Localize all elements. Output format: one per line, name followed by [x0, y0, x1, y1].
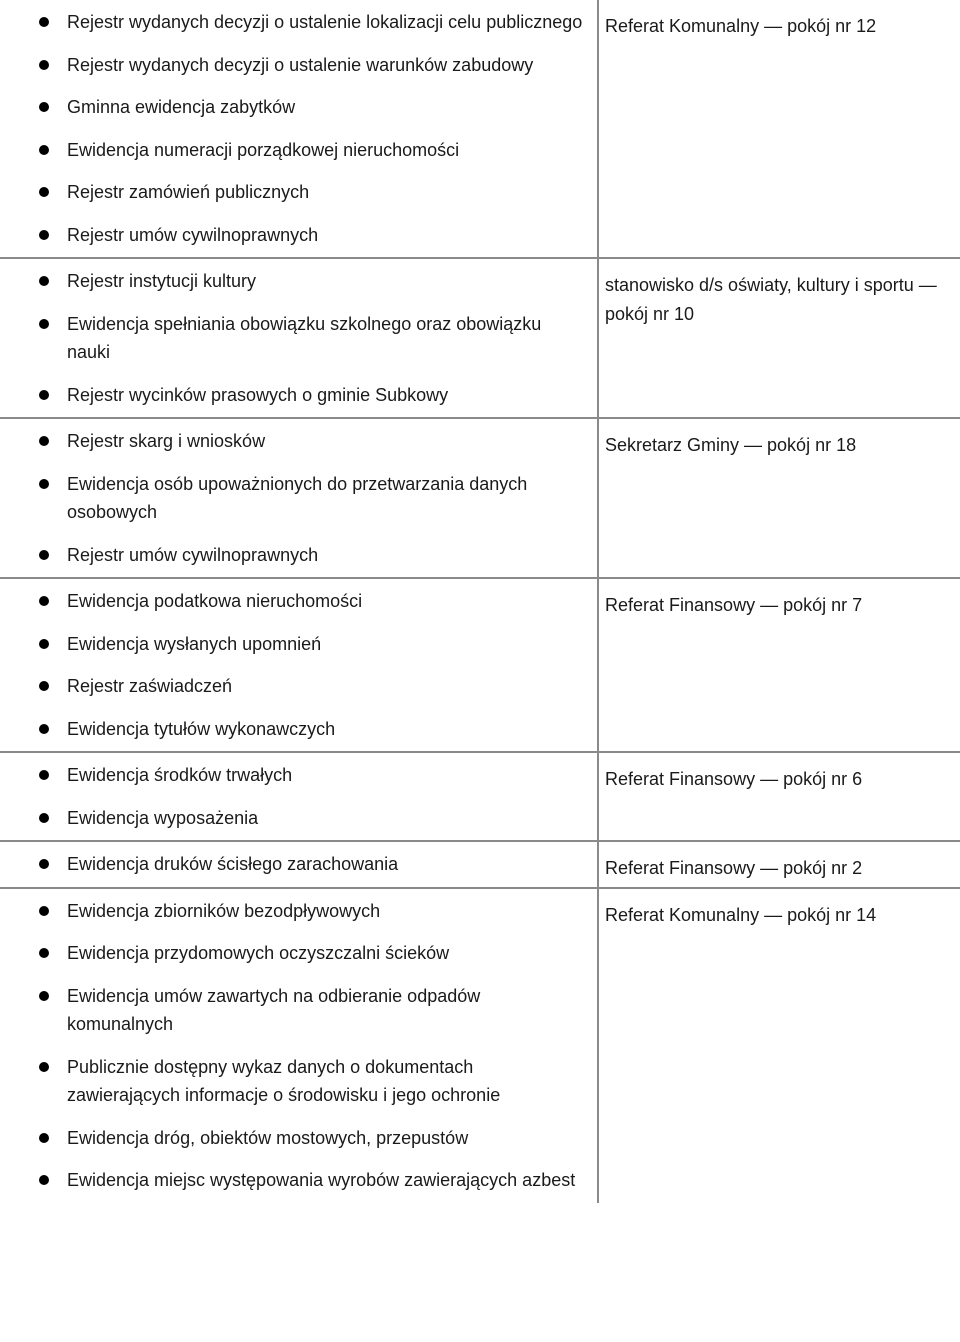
list-item-text: Rejestr zaświadczeń	[67, 676, 233, 696]
list-item	[0, 8, 597, 37]
location-text: Referat Finansowy — pokój nr 7	[605, 595, 863, 615]
list-item	[0, 267, 597, 296]
registry-list-cell	[0, 752, 598, 841]
list-item	[0, 136, 597, 165]
bullet-icon	[39, 479, 49, 489]
bullet-icon	[39, 948, 49, 958]
list-item-text: Ewidencja środków trwałych	[67, 765, 293, 785]
location-text: stanowisko d/s oświaty, kultury i sportu — pokój nr 10	[605, 275, 937, 324]
list-item-text: Ewidencja zbiorników bezodpływowych	[67, 900, 381, 921]
list-item	[0, 51, 597, 80]
list-item-text: Ewidencja wysłanych upomnień	[67, 633, 322, 654]
registry-row	[0, 888, 960, 1203]
list-item	[0, 1053, 597, 1110]
location-cell	[598, 0, 960, 258]
list-item-text: Ewidencja tytułów wykonawczych	[67, 718, 336, 739]
registry-list	[0, 267, 597, 409]
list-item	[0, 897, 597, 926]
registry-row	[0, 418, 960, 578]
bullet-icon	[39, 681, 49, 691]
list-item	[0, 1124, 597, 1153]
list-item-text: Gminna ewidencja zabytków	[67, 97, 296, 117]
bullet-icon	[39, 596, 49, 606]
registry-list	[0, 8, 597, 249]
list-item-text: Ewidencja umów zawartych na odbieranie odpadów komunalnych	[67, 985, 481, 1034]
list-item	[0, 310, 597, 367]
registry-row	[0, 752, 960, 841]
list-item	[0, 1166, 597, 1195]
list-item-text: Ewidencja dróg, obiektów mostowych, przepustów	[67, 1127, 469, 1148]
location-cell	[598, 258, 960, 418]
bullet-icon	[39, 859, 49, 869]
bullet-icon	[39, 17, 49, 27]
bullet-icon	[39, 187, 49, 197]
list-item	[0, 982, 597, 1039]
bullet-icon	[39, 906, 49, 916]
list-item-text: Rejestr wydanych decyzji o ustalenie lokalizacji celu publicznego	[67, 12, 583, 32]
bullet-icon	[39, 390, 49, 400]
bullet-icon	[39, 1062, 49, 1072]
list-item-text: Ewidencja numeracji porządkowej nieruchomości	[67, 139, 460, 160]
list-item	[0, 630, 597, 659]
registry-list-cell	[0, 0, 598, 258]
list-item-text: Rejestr umów cywilnoprawnych	[67, 224, 319, 245]
bullet-icon	[39, 102, 49, 112]
list-item-text: Ewidencja przydomowych oczyszczalni ścieków	[67, 943, 450, 963]
registry-row	[0, 258, 960, 418]
list-item-text: Ewidencja osób upoważnionych do przetwarzania danych osobowych	[67, 473, 528, 522]
list-item-text: Rejestr wydanych decyzji o ustalenie warunków zabudowy	[67, 54, 534, 75]
list-item	[0, 221, 597, 250]
list-item-text: Ewidencja wyposażenia	[67, 807, 259, 828]
list-item	[0, 850, 597, 879]
list-item-text: Ewidencja spełniania obowiązku szkolnego oraz obowiązku nauki	[67, 313, 542, 362]
list-item-text: Rejestr umów cywilnoprawnych	[67, 544, 319, 565]
registry-list	[0, 761, 597, 832]
bullet-icon	[39, 1175, 49, 1185]
registry-row	[0, 0, 960, 258]
registry-list	[0, 850, 597, 879]
bullet-icon	[39, 276, 49, 286]
list-item	[0, 672, 597, 701]
bullet-icon	[39, 60, 49, 70]
registry-list-cell	[0, 258, 598, 418]
location-text: Referat Komunalny — pokój nr 14	[605, 904, 877, 925]
bullet-icon	[39, 319, 49, 329]
bullet-icon	[39, 145, 49, 155]
list-item-text: Rejestr wycinków prasowych o gminie Subkowy	[67, 384, 449, 405]
bullet-icon	[39, 550, 49, 560]
list-item	[0, 381, 597, 410]
list-item-text: Rejestr skarg i wniosków	[67, 431, 266, 451]
bullet-icon	[39, 770, 49, 780]
registry-list	[0, 897, 597, 1195]
registry-list-cell	[0, 841, 598, 888]
list-item	[0, 761, 597, 790]
location-cell	[598, 888, 960, 1203]
list-item	[0, 541, 597, 570]
list-item-text: Rejestr zamówień publicznych	[67, 182, 310, 202]
bullet-icon	[39, 1133, 49, 1143]
location-text: Referat Finansowy — pokój nr 2	[605, 858, 863, 878]
location-text: Referat Finansowy — pokój nr 6	[605, 769, 863, 789]
list-item	[0, 178, 597, 207]
list-item	[0, 715, 597, 744]
bullet-icon	[39, 813, 49, 823]
registry-list-cell	[0, 888, 598, 1203]
registry-list	[0, 427, 597, 569]
list-item	[0, 587, 597, 616]
bullet-icon	[39, 724, 49, 734]
list-item-text: Publicznie dostępny wykaz danych o dokumentach zawierających informacje o środowisku i jego ochronie	[67, 1056, 501, 1105]
location-text: Sekretarz Gminy — pokój nr 18	[605, 435, 857, 455]
registry-list-cell	[0, 418, 598, 578]
list-item-text: Ewidencja miejsc występowania wyrobów zawierających azbest	[67, 1170, 576, 1190]
location-cell	[598, 841, 960, 888]
bullet-icon	[39, 639, 49, 649]
location-cell	[598, 752, 960, 841]
list-item	[0, 939, 597, 968]
list-item	[0, 93, 597, 122]
list-item	[0, 470, 597, 527]
list-item-text: Ewidencja druków ścisłego zarachowania	[67, 854, 399, 874]
list-item	[0, 804, 597, 833]
list-item-text: Ewidencja podatkowa nieruchomości	[67, 591, 363, 611]
bullet-icon	[39, 436, 49, 446]
bullet-icon	[39, 230, 49, 240]
bullet-icon	[39, 991, 49, 1001]
list-item	[0, 427, 597, 456]
registry-list	[0, 587, 597, 743]
registry-list-cell	[0, 578, 598, 752]
registry-row	[0, 841, 960, 888]
list-item-text: Rejestr instytucji kultury	[67, 271, 257, 291]
location-text: Referat Komunalny — pokój nr 12	[605, 16, 877, 36]
registry-row	[0, 578, 960, 752]
location-cell	[598, 578, 960, 752]
location-cell	[598, 418, 960, 578]
